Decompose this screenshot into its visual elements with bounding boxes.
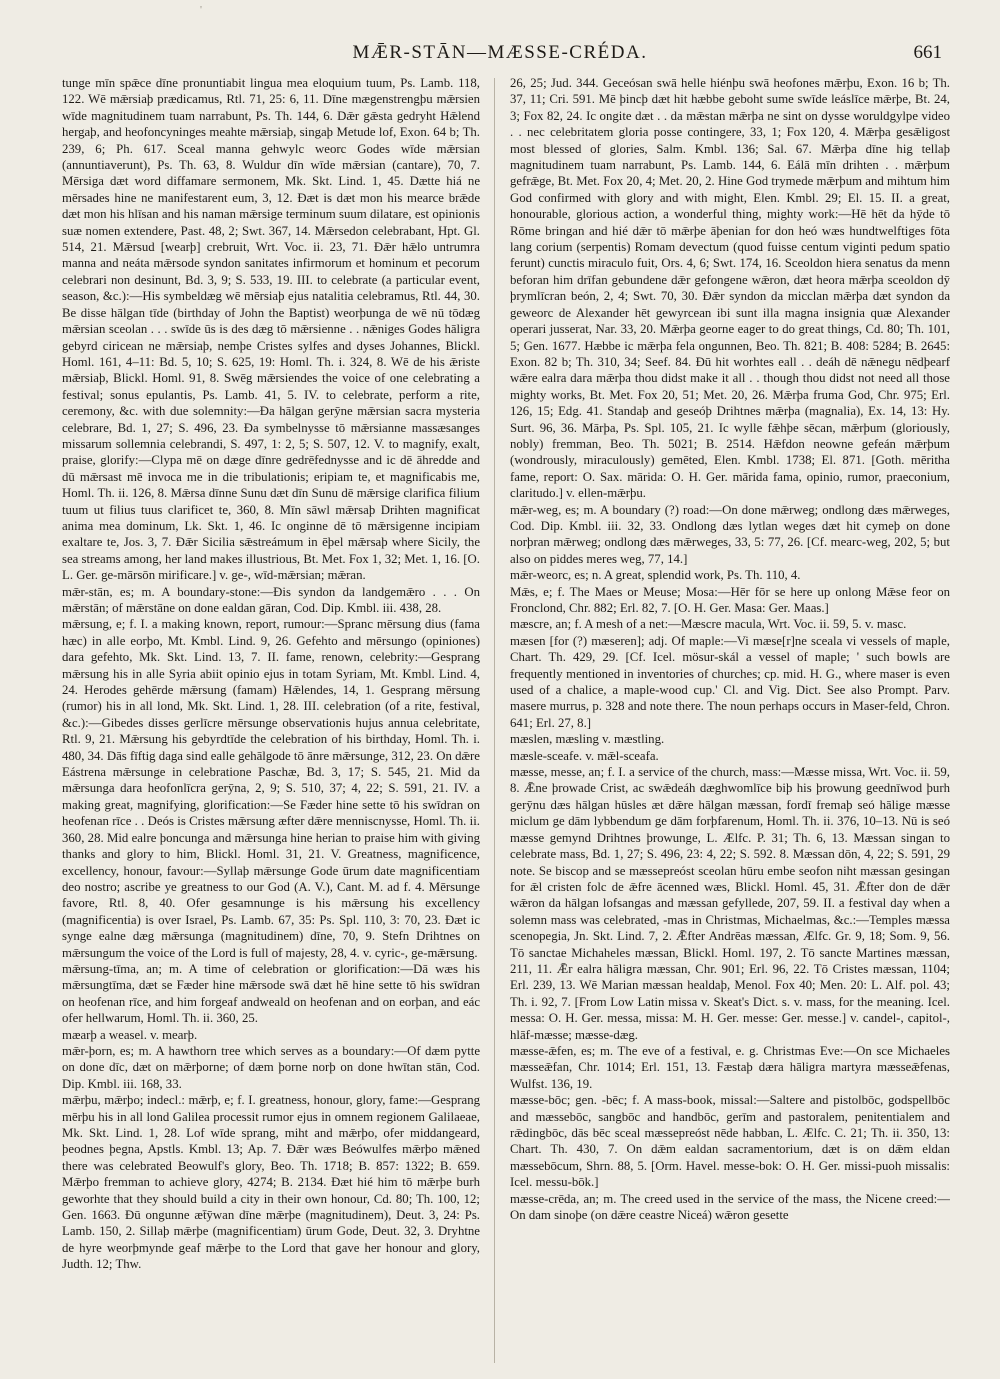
- entry-maearth: mæarþ a weasel. v. mearþ.: [62, 1027, 198, 1042]
- page-smudge: ': [200, 4, 202, 16]
- entry-maeslen: mæslen, mæsling v. mæstling.: [510, 732, 665, 747]
- page-number: 661: [913, 42, 942, 63]
- right-column: [510, 75, 950, 1365]
- entry-maescre: mæscre, an; f. A mesh of a net:—Mæscre macula, Wrt. Voc. ii. 59, 5. v. masc.: [510, 617, 907, 632]
- entry-maesse-creda: mæsse-crēda, an; m. The creed used in the service of the mass, the Nicene creed:—On dam sinoþe (on dǣre ceastre Niceá) wǣron gesette: [510, 1191, 950, 1223]
- running-header: [0, 38, 1000, 68]
- entry-maer-weorc: mǣr-weorc, es; n. A great, splendid work, Ps. Th. 110, 4.: [510, 568, 801, 583]
- entry-maesen: mæsen [for (?) mæseren]; adj. Of maple:—Vi mæse[r]ne sceala vi vessels of maple, Chart. Th. 429, 29. [Cf. Icel. mösur-skál a vessel of maple; ' such bowls are frequently mentioned in inventories of churches; cp. mid. H. G., where maser is even used of a chalice, a maple-wood cup.' Cl. and Vig. Dict. See also Prompt. Parv. masere murrus, p. 328 and note there. The noun perhaps occurs in Maser-feld, Chron. 641; Erl. 27, 8.]: [510, 633, 950, 730]
- page-title: MǢR-STĀN—MÆSSE-CRÉDA.: [352, 42, 648, 63]
- entry-maesse-aefen: mæsse-ǣfen, es; m. The eve of a festival, e. g. Christmas Eve:—On sce Michaeles mæsseǣfan, Chr. 1014; Erl. 151, 13. Fæstaþ dæra hāligra martyra mæsseǣfenas, Wulfst. 136, 19.: [510, 1043, 950, 1091]
- left-column: [62, 75, 480, 1365]
- entry-maersung: mǣrsung, e; f. I. a making known, report, rumour:—Spranc mērsung dius (fama hæc) in alle eorþo, Mt. Kmbl. Lind. 9, 26. Gefehto and mērsungo (opiniones) dara gefehto, Mk. Skt. Lind. 13, 7. II. fame, renown, celebrity:—Gesprang mǣrsung his in alle Syria abiit opinio ejus in totam Syriam, Mt. Kmbl. Lind. 4, 24. Herodes gehērde mǣrsung (famam) Hǣlendes, 14, 1. Gesprang mērsung (rumor) his in all lond, Mk. Skt. Lind. 1, 28. III. celebration (of a rite, festival, &c.):—Gibedes disses gerlīcre mērsunge observationis hujus annua celebritate, Rtl. 9, 21. Mǣrsung his gebyrdtīde the celebration of his birthday, Homl. Th. i. 480, 34. Dās fīftig daga sind ealle gehālgode tō ānre mǣrsunge, 312, 23. On dǣre Eástrena mǣrsunge in celebratione Paschæ, Bd. 3, 17; S. 545, 21. Mid da mǣrsunga dara heofonlīcra gerȳna, 2, 9; S. 510, 37; 4, 22; S. 591, 21. IV. a making great, magnifying, glorification:—Se Fæder hine sette tō his swīdran on heofenan rīce . . Deós is Cristes mǣrsung æfter dǣre menniscnysse, Homl. Th. ii. 360, 28. Mid ealre þoncunga and mǣrsunga hine herian to praise him with giving thanks and glory to him, Blickl. Homl. 31, 21. V. Greatness, magnificence, excellency, honour, favour:—Syllaþ mǣrsunge Gode ūrum date magnificentiam deo nostro; ascribe ye greatness to our God (A. V.), Cant. M. ad f. 4. Mērsunge favore, Rtl. 8, 40. Ofer gesamnunge is his mǣrsung his excellency (magnificentia) is over Israel, Ps. Lamb. 67, 35: Ps. Spl. 110, 3: 70, 23. Ðæt ic synge ealne dæg mǣrsunga (magnitudinem) dīne, 70, 9. Stefn Drihtnes on mǣrsungum the voice of the Lord is full of majesty, 28, 4. v. cyric-, ge-mǣrsung.: [62, 617, 480, 960]
- entry-maer-stan: mǣr-stān, es; m. A boundary-stone:—Ðis syndon da landgemǣro . . . On mǣrstān; of mǣrstāne on done ealdan gāran, Cod. Dip. Kmbl. iii. 438, 28.: [62, 584, 480, 615]
- column-divider: [494, 78, 495, 1363]
- entry-maer-weg: mǣr-weg, es; m. A boundary (?) road:—On done mǣrweg; ondlong dæs mǣrweges, Cod. Dip. Kmbl. iii. 32, 33. Ondlong dæs lytlan weges dæt hit cymeþ on done norþran mǣrweg; ondlong dæs mǣrweges, 33, 5: 77, 26. [Cf. mearc-weg, 202, 5; but also on piddes meres weg, 77, 14.]: [510, 502, 950, 566]
- entry-maerthu-cont: 26, 25; Jud. 344. Geceósan swā helle hiénþu swā heofones mǣrþu, Exon. 16 b; Th. 37, 11; Cri. 591. Mē þincþ dæt hit hæbbe geboht sume swīde leáslīce mǣrþe, Bt. 24, 3; Fox 82, 24. Ic ongite dæt . . da mǣstan mǣrþa ne sint on dysse woruldgylpe video . . nec celebritatem gloria posse contingere, 33, 1; Fox 120, 4. Mǣrþa gesǣligost most blessed of glories, Salm. Kmbl. 136; Sal. 67. Mǣrþa dīne hig tellaþ magnitudinem tuam narrabunt, Ps. Lamb. 144, 6. Eálā mīn drihten . . mǣrþum gefrǣge, Bt. Met. Fox 20, 4; Met. 20, 2. Hine God trymede mǣrþum and mihtum him God confirmed with glory and with might, Elen. Kmbl. 29; El. 15. II. a great, honourable, glorious action, a wonderful thing, mighty work:—Hē hēt da hȳde tō Rōme bringan and hié dǣr tō mǣrþe āþenian for don heó wæs hundtwelftiges fōta lang corium (serpentis) Romam devectum (quod fuisse centum viginti pedum spatio ferunt) cunctis miraculo fuit, Ors. 4, 6; Swt. 174, 16. Sceoldon hiera senatus da menn beforan him drīfan gebundene dǣr gefongene wǣron, dæt heora mǣrþa sceoldon dȳ þrymlīcran beón, 2, 4; Swt. 70, 30. Ðǣr syndon da micclan mǣrþa dæt syndon da geweorc de Alexander hēt gewyrcean ibi sunt illa magna insignia quæ Alexander operari jusserat, Nar. 33, 20. Mǣrþa georne eager to do great things, Cd. 80; Th. 101, 5; Gen. 1677. Hæbbe ic mǣrþa fela ongunnen, Beo. Th. 821; B. 408: 5284; B. 2645: Exon. 82 b; Th. 310, 34; Seef. 84. Ðū hit worhtes eall . . deáh dē nǣnegu nēdþearf wǣre ealra dara mǣrþa thou didst make it all . . though thou didst not need all those mighty works, Bt. Met. Fox 20, 51; Met. 20, 26. Mǣrþa fruma God, Chr. 975; Erl. 126, 15; Edg. 41. Standaþ and geseóþ Drihtnes mǣrþa (magnalia), Ex. 14, 13: Hy. Surt. 96, 36. Mārþa, Ps. Spl. 105, 21. Ic wylle fǣhþe sēcan, mǣrþum (gloriously, nobly) fremman, Beo. Th. 5021; B. 2514. Hǣfdon neowne gefeán mǣrþum (wondrously, miraculously) gemēted, Elen. Kmbl. 1738; El. 871. [Goth. mēritha fame, report: O. Sax. mārida: O. H. Ger. mārida fama, opinio, rumor, praeconium, claritudo.] v. ellen-mǣrþu.: [510, 76, 950, 501]
- entry-maersian-cont: tunge mīn spǣce dīne pronuntiabit lingua mea eloquium tuum, Ps. Lamb. 118, 122. Wē mǣrsiaþ prædicamus, Rtl. 71, 25: 6, 11. Dīne mægenstrengþu mǣrsien wīde magnitudinem tuam narrabunt, Ps. Th. 144, 6. Dǣr gǣsta gedryht Hǣlend hergaþ, and heofoncyninges meahte mǣrsiaþ, singaþ Metude lof, Exon. 64 b; Th. 239, 6; Ph. 617. Sceal manna gehwylc weorc Godes wīde mǣrsian (annuntiaverunt), Ps. Th. 63, 8. Wuldur dīn wīde mǣrsian (cantare), 70, 7. Mērsiga dæt word diffamare sermonem, Mk. Skt. Lind. 1, 45. Dætte hiá ne mērsades hine ne manifestarent eum, 3, 12. Ðæt is dæt mon his mearce brǣde dæt mon his hlīsan and his naman mǣrsige terminum suum dilatare, est opinionis suæ nomen extendere, Past. 48, 2; Swt. 367, 14. Mǣrsedon celebrabant, Hpt. Gl. 514, 21. Mǣrsud [wearþ] crebruit, Wrt. Voc. ii. 23, 71. Ðǣr hǣlo untrumra manna and neáta mǣrsode syndon sanitates infirmorum et hominum et pecorum celebrari non desinunt, Bd. 3, 9; S. 533, 19. III. to celebrate (a particular event, season, &c.):—His symbeldæg wē mērsiaþ ejus natalitia celebramus, Rtl. 44, 30. Be disse hālgan tīde (birthday of John the Baptist) weorþunga de wē nū tōdæg mǣrsian sceolan . . . swīde ūs is des dæg tō mǣrsienne . . nǣniges Godes hāligra gebyrd ciricean ne mǣrsiaþ, nemþe Cristes sylfes and dyses Johannes, Blickl. Homl. 161, 4–11: Bd. 5, 10; S. 625, 19: Homl. Th. i. 324, 8. Wē de his ǣriste mǣrsiaþ, Blickl. Homl. 91, 8. Swēg mǣrsiendes the voice of one celebrating a festival; sonus epulantis, Ps. Lamb. 41, 5. IV. to celebrate, perform a rite, ceremony, &c. with due solemnity:—Ða hālgan gerȳne mǣrsian sacra mysteria celebrare, Bd. 1, 27; S. 496, 23. Ða symbelnysse tō mǣrsianne massæsanges missarum sollemnia celebrandi, S. 497, 1: 2, 5; S. 507, 12. V. to magnify, exalt, praise, glorify:—Clypa mē on dæge dīnre gedrēfednysse and ic dē āhredde and dū mǣrsast mē invoca me in die tribulationis; eripiam te, et magnificabis me, Homl. Th. ii. 126, 8. Mǣrsa dīnne Sunu dæt dīn Sunu dē mǣrsige clarifica filium tuum ut filius tuus clarificet te, 360, 8. Mīn sāwl mǣrsaþ Drihten magnificat anima mea dominum, Lk. Skt. 1, 46. Ic onginne dē tō mǣrsigenne incipiam exaltare te, Jos. 3, 7. Ðǣr Sicilia sǣstreámum in ēþel mǣrsaþ where Sicily, the sea streams among, her land makes illustrious, Bt. Met. Fox 1, 32; Met. 1, 16. [O. L. Ger. ge-mārsōn mirificare.] v. ge-, wīd-mǣrsian; mǣran.: [62, 76, 480, 583]
- entry-maerthu: mǣrþu, mǣrþo; indecl.: mǣrþ, e; f. I. greatness, honour, glory, fame:—Gesprang mērþu his in all lond Galilea processit rumor ejus in omnem regionem Galilaeae, Mk. Skt. Lind. 1, 28. Lof wīde sprang, miht and mǣrþo, ofer middangeard, þeodnes þegna, Apstls. Kmbl. 13; Ap. 7. Ðǣr wæs Beówulfes mǣrþo mǣned there was celebrated Beowulf's glory, Beo. Th. 1718; B. 857: 1322; B. 659. Mǣrþo fremman to achieve glory, 4274; B. 2134. Ðæt hié him tō mǣrþe burh geworhte that they should build a city in their own honour, Cd. 80; Th. 100, 12; Gen. 1663. Ðū ongunne æt̄ȳwan dīne mǣrþe (magnitudinem), Deut. 3, 24: Ps. Lamb. 150, 2. Sillaþ mǣrþe (magnificentiam) ūrum Gode, Deut. 32, 3. Dryhtne de hyre weorþmynde geaf mǣrþe to the Lord that gave her honour and glory, Judth. 12; Thw.: [62, 1093, 480, 1272]
- entry-maersung-tima: mǣrsung-tīma, an; m. A time of celebration or glorification:—Dā wæs his mǣrsungtīma, dæt se Fæder hine mǣrsode swā dæt hē hine sette tō his swīdran on heofenan rīce, and him forgeaf andweald on heofenan and on eorþan, and eác ofer hellwarum, Homl. Th. ii. 360, 25.: [62, 961, 480, 1026]
- entry-maes: Mǣs, e; f. The Maes or Meuse; Mosa:—Hēr fōr se here up onlong Mǣse feor on Fronclond, Chr. 882; Erl. 82, 7. [O. H. Ger. Masa: Ger. Maas.]: [510, 584, 950, 615]
- entry-maesse: mæsse, messe, an; f. I. a service of the church, mass:—Mæsse missa, Wrt. Voc. ii. 59, 8. Ǣne þrowade Crist, ac swǣdeáh dæghwomlīce biþ his þrowung geednīwod þurh gerȳnu dæs hālgan hūsles æt dǣre hālgan mæssan, fordī fremaþ seó hālige mæsse miclum ge dām lybbendum ge dām forþfarenum, Homl. Th. ii. 376, 10–13. Nū is seó mæsse gemynd Drihtnes þrowunge, L. Ælfc. P. 31; Th. 6, 13. Mæssan singan to celebrate mass, Bd. 1, 27; S. 496, 23: 4, 22; S. 592. 8. Mæssan dōn, 4, 22; S. 591, 29 note. Se biscop and se mæssepreóst sceolan hūru embe seofon niht mæssan gesingan for ǣl cristen folc de ǣfre ācenned wæs, Blickl. Homl. 45, 31. Ǣfter don de dǣr wǣron da hālgan lofsangas and mæssan gefyllede, 207, 59. II. a festival day when a solemn mass was celebrated, -mas in Christmas, Michaelmas, &c.:—Temples mæssa scenopegia, Jn. Skt. Lind. 7, 2. Ǣfter Andrēas mæssan, Ælfc. Gr. 9, 18; Som. 9, 56. Tō sanctae Michaheles mæssan, Blickl. Homl. 197, 2. Tō sancte Martines mæssan, 211, 11. Ǣr ealra hāligra mæssan, Chr. 901; Erl. 96, 22. Tō Cristes mæssan, 1104; Erl. 239, 13. Wē Marian mæssan healdaþ, Menol. Fox 40; Men. 20: L. Alf. pol. 43; Th. i. 92, 7. [From Low Latin missa v. Skeat's Dict. s. v. mass, for the meaning. Icel. messa: O. H. Ger. messa, missa: M. H. Ger. messe: Ger. messe.] v. candel-, capitol-, hlāf-mæsse; mæsse-dæg.: [510, 765, 950, 1042]
- entry-maesle-sceafe: mæsle-sceafe. v. mǣl-sceafa.: [510, 748, 659, 763]
- entry-maesse-boc: mæsse-bōc; gen. -bēc; f. A mass-book, missal:—Saltere and pistolbōc, godspellbōc and mæssebōc, sangbōc and handbōc, gerīm and pastoralem, penitentialem and rǣdingbōc, dās bēc sceal mæssepreóst nēde habban, L. Ælfc. C. 21; Th. ii. 350, 13: Chart. Th. 430, 7. On dǣm ealdan sacramentorium, dæt is on dǣm eldan mæssebōcum, Shrn. 88, 5. [Orm. Havel. messe-bok: O. H. Ger. missi-puoh missalis: Icel. messu-bōk.]: [510, 1093, 950, 1190]
- entry-maer-thorn: mǣr-þorn, es; m. A hawthorn tree which serves as a boundary:—Of dæm pytte on done dīc, dæt on mǣrþorne; of dæm þorne norþ on done hwītan stān, Cod. Dip. Kmbl. iii. 168, 33.: [62, 1043, 480, 1091]
